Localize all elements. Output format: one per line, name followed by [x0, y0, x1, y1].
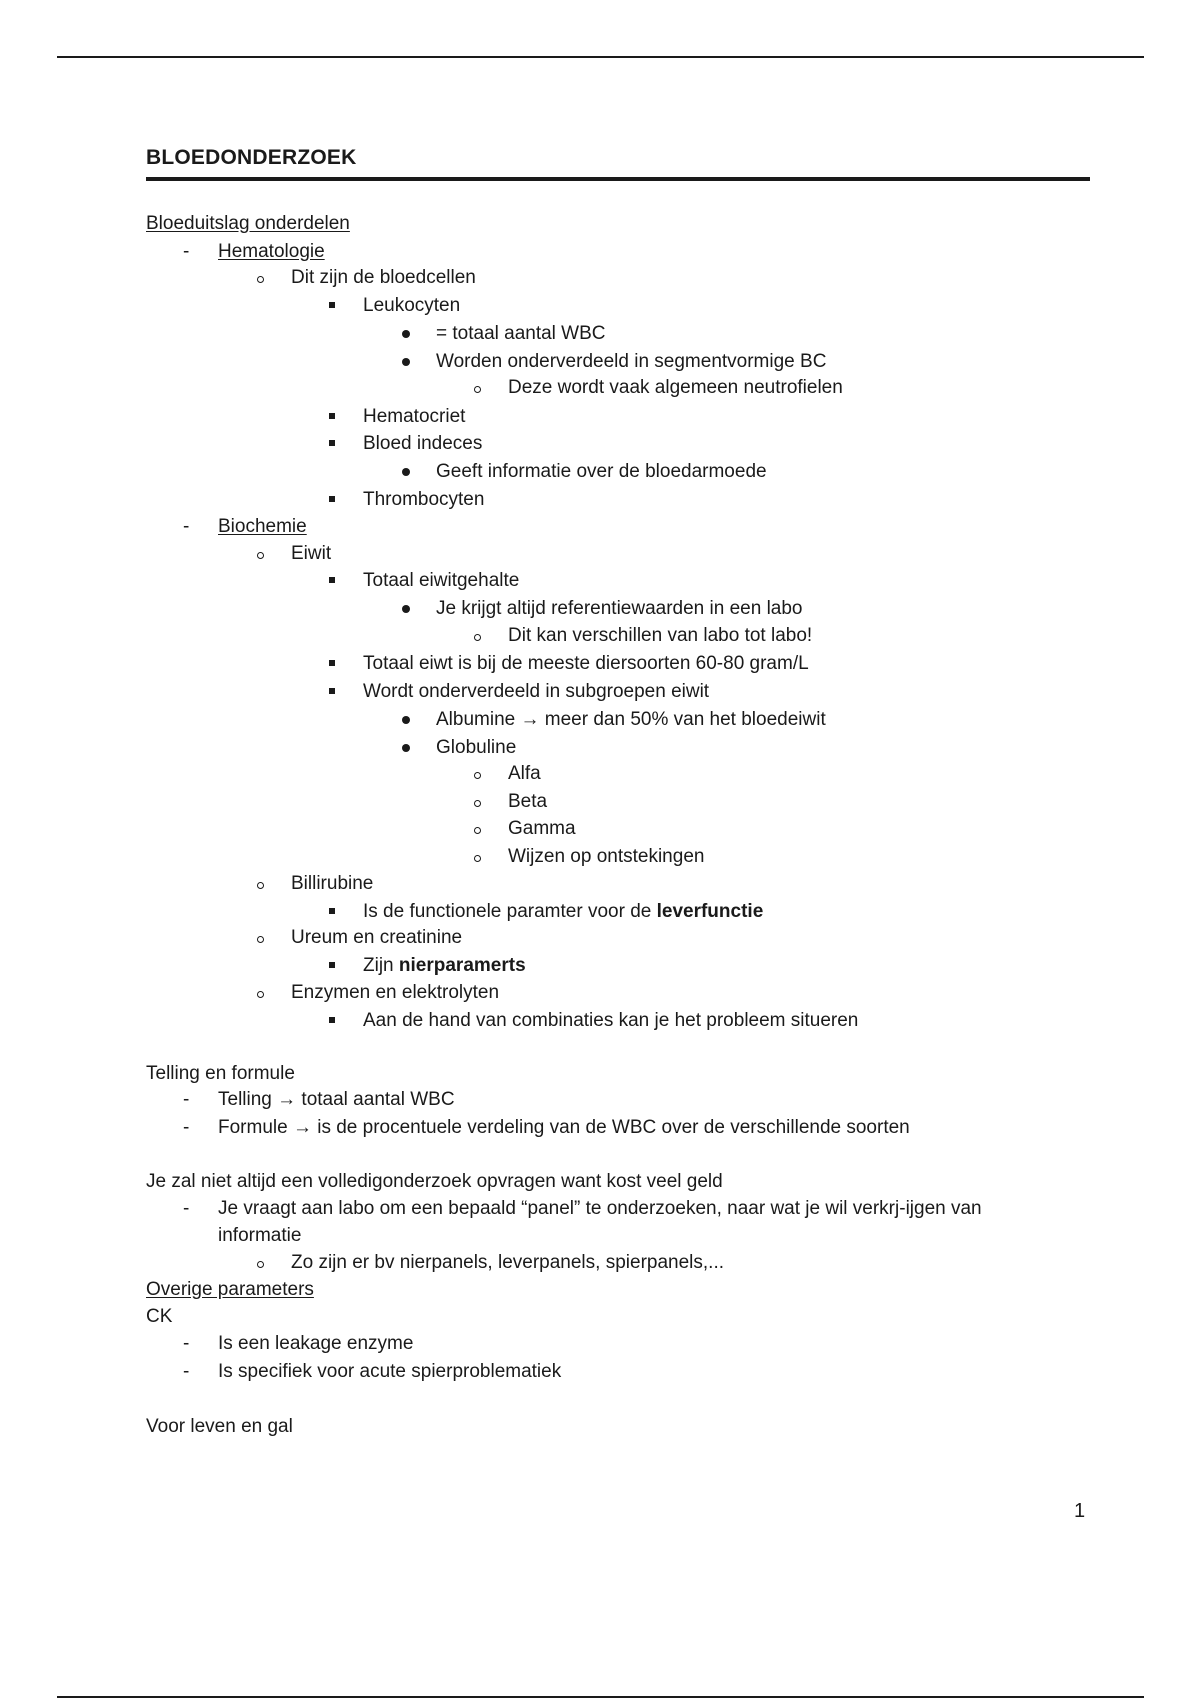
dash-bullet: - [183, 1117, 190, 1138]
list-item: Is specifiek voor acute spierproblematiek [218, 1361, 562, 1382]
circle-bullet [474, 386, 481, 393]
square-bullet [329, 660, 335, 666]
circle-bullet [474, 827, 481, 834]
list-item: Aan de hand van combinaties kan je het probleem situeren [363, 1010, 859, 1031]
bold-term: leverfunctie [656, 901, 764, 922]
list-item: Thrombocyten [363, 489, 485, 510]
dash-bullet: - [183, 241, 190, 262]
list-item [363, 954, 526, 978]
circle-bullet [257, 936, 264, 943]
square-bullet [329, 496, 335, 502]
list-item: Beta [508, 791, 548, 812]
square-bullet [329, 1017, 335, 1023]
dash-bullet: - [183, 1089, 190, 1110]
list-item: Enzymen en elektrolyten [291, 982, 500, 1003]
dot-bullet [402, 716, 410, 724]
square-bullet [329, 302, 335, 308]
dash-bullet: - [183, 1333, 190, 1354]
list-item: Deze wordt vaak algemeen neutrofielen [508, 377, 843, 398]
paragraph-leven-gal: Voor leven en gal [146, 1416, 293, 1437]
list-item: Totaal eiwitgehalte [363, 570, 520, 591]
section-heading-telling: Telling en formule [146, 1063, 295, 1084]
list-item: Alfa [508, 763, 541, 784]
list-item: Bloed indeces [363, 433, 483, 454]
list-item: Eiwit [291, 543, 332, 564]
circle-bullet [257, 552, 264, 559]
circle-bullet [474, 772, 481, 779]
document-title: BLOEDONDERZOEK [146, 146, 357, 169]
list-item: Globuline [436, 737, 517, 758]
list-item: Leukocyten [363, 295, 461, 316]
bold-term: nierparamerts [398, 955, 526, 976]
dash-bullet: - [183, 516, 190, 537]
dot-bullet [402, 358, 410, 366]
list-item: Albumine → meer dan 50% van het bloedeiwit [436, 709, 826, 730]
square-bullet [329, 688, 335, 694]
circle-bullet [257, 882, 264, 889]
dash-bullet: - [183, 1361, 190, 1382]
list-item: Worden onderverdeeld in segmentvormige BC [436, 351, 827, 372]
list-item: Dit zijn de bloedcellen [291, 267, 476, 288]
square-bullet [329, 440, 335, 446]
title-underline [146, 177, 1090, 181]
dot-bullet [402, 744, 410, 752]
list-item: Hematocriet [363, 406, 466, 427]
list-item: Totaal eiwt is bij de meeste diersoorten 60-80 gram/L [363, 653, 809, 674]
list-item: Wijzen op ontstekingen [508, 846, 705, 867]
section-heading-overige: Overige parameters [146, 1279, 314, 1300]
list-item: Wordt onderverdeeld in subgroepen eiwit [363, 681, 710, 702]
list-item: Formule → is de procentuele verdeling van de WBC over de verschillende soorten [218, 1117, 910, 1138]
section-heading-bloeduitslag: Bloeduitslag onderdelen [146, 213, 350, 234]
square-bullet [329, 908, 335, 914]
list-item-text: Is de functionele paramter voor de [363, 901, 657, 922]
list-item [363, 900, 763, 924]
circle-bullet [257, 991, 264, 998]
dot-bullet [402, 330, 410, 338]
circle-bullet [257, 1261, 264, 1268]
circle-bullet [474, 855, 481, 862]
dash-bullet: - [183, 1198, 190, 1219]
header-rule [57, 56, 1144, 58]
footer-rule [57, 1696, 1144, 1698]
circle-bullet [257, 276, 264, 283]
dot-bullet [402, 468, 410, 476]
paragraph-volledigonderzoek: Je zal niet altijd een volledigonderzoek opvragen want kost veel geld [146, 1171, 723, 1192]
list-item-hematologie: Hematologie [218, 241, 325, 262]
page-number: 1 [1074, 1500, 1086, 1522]
square-bullet [329, 577, 335, 583]
subheading-ck: CK [146, 1306, 173, 1327]
list-item-text: Zijn [363, 955, 399, 976]
list-item: Billirubine [291, 873, 374, 894]
list-item: Ureum en creatinine [291, 927, 463, 948]
list-item: Telling → totaal aantal WBC [218, 1089, 455, 1110]
list-item-biochemie: Biochemie [218, 516, 307, 537]
dot-bullet [402, 605, 410, 613]
list-item: Gamma [508, 818, 576, 839]
list-item: Dit kan verschillen van labo tot labo! [508, 625, 813, 646]
list-item: = totaal aantal WBC [436, 323, 606, 344]
list-item: Zo zijn er bv nierpanels, leverpanels, spierpanels,... [291, 1252, 725, 1273]
square-bullet [329, 962, 335, 968]
square-bullet [329, 413, 335, 419]
circle-bullet [474, 800, 481, 807]
list-item: Is een leakage enzyme [218, 1333, 414, 1354]
circle-bullet [474, 634, 481, 641]
list-item: Je krijgt altijd referentiewaarden in een labo [436, 598, 803, 619]
list-item: Je vraagt aan labo om een bepaald “panel” te onderzoeken, naar wat je wil verkrj-ijgen van [218, 1198, 982, 1219]
list-item-continuation: informatie [218, 1225, 302, 1246]
list-item: Geeft informatie over de bloedarmoede [436, 461, 767, 482]
